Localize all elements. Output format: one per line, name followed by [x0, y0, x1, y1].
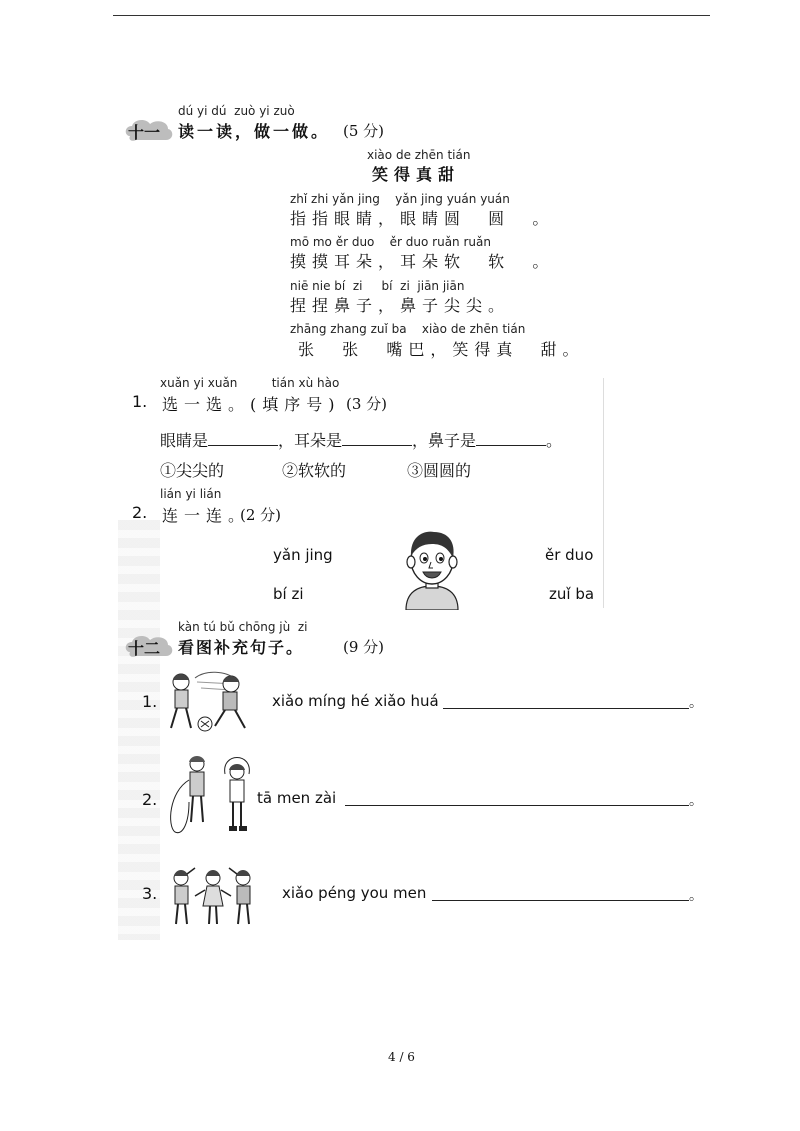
- q1-part-ears: ，耳朵是: [278, 431, 343, 450]
- q2-score: (2 分): [240, 506, 282, 524]
- item2-end: 。: [689, 793, 703, 809]
- section12-badge: [124, 632, 174, 662]
- q1-pinyin: xuǎn yi xuǎn tián xù hào: [160, 376, 340, 390]
- item2-answer-line[interactable]: [345, 791, 689, 806]
- page-number: 4 / 6: [388, 1050, 415, 1064]
- q1-part-eyes: 眼睛是: [160, 431, 209, 450]
- q2-word-nose[interactable]: bí zi: [273, 585, 304, 603]
- children-jumping-rope-illustration: [165, 752, 255, 842]
- q2-title: 连一连。: [162, 506, 251, 525]
- q1-number: 1.: [132, 392, 148, 411]
- poem-line-4-pinyin: zhāng zhang zuǐ ba xiào de zhēn tián: [290, 322, 526, 336]
- poem-line-3: 捏捏鼻子，鼻子尖尖。: [290, 296, 511, 315]
- q1-sentence: [160, 428, 562, 451]
- q1-title: 选一选。(填序号): [162, 395, 341, 414]
- item1-answer-line[interactable]: [443, 694, 689, 709]
- poem-line-2: 摸摸耳朵，耳朵软 软 。: [290, 252, 555, 271]
- poem-line-1: 指指眼睛，眼睛圆 圆 。: [290, 209, 555, 228]
- q2-word-ears[interactable]: ěr duo: [545, 546, 594, 564]
- poem-line-4: 张 张 嘴巴，笑得真 甜。: [298, 340, 585, 359]
- q1-blank-nose[interactable]: [476, 431, 546, 446]
- item2-number: 2.: [142, 790, 158, 809]
- poem-title-pinyin: xiào de zhēn tián: [367, 148, 471, 162]
- poem-title: 笑得真甜: [372, 165, 461, 184]
- section12-score: (9 分): [343, 638, 385, 656]
- item3-answer-line[interactable]: [432, 886, 689, 901]
- children-exercising-illustration: [165, 866, 261, 932]
- item3-lead: xiǎo péng you men: [282, 884, 427, 902]
- section12-pinyin: kàn tú bǔ chōng jù zi: [178, 620, 308, 634]
- q1-option-3: ③圆圆的: [407, 461, 472, 480]
- item3-number: 3.: [142, 884, 158, 903]
- boy-face-illustration: [402, 526, 462, 614]
- q1-blank-eyes[interactable]: [208, 431, 278, 446]
- top-rule: [113, 15, 710, 16]
- q2-pinyin: lián yi lián: [160, 487, 222, 501]
- q1-part-nose: ，鼻子是: [412, 431, 477, 450]
- section11-badge: [124, 116, 174, 146]
- boys-playing-ball-illustration: [165, 668, 260, 740]
- q1-score: (3 分): [346, 395, 388, 413]
- section11-title: 读一读，做一做。: [178, 122, 331, 141]
- poem-line-1-pinyin: zhǐ zhi yǎn jing yǎn jing yuán yuán: [290, 192, 510, 206]
- section12-number: 十二: [128, 639, 161, 658]
- item3-end: 。: [689, 888, 703, 904]
- q2-word-mouth[interactable]: zuǐ ba: [549, 585, 595, 603]
- section11-number: 十一: [128, 123, 161, 142]
- q1-blank-ears[interactable]: [342, 431, 412, 446]
- item1-number: 1.: [142, 692, 158, 711]
- scan-bleed: [118, 520, 160, 940]
- item2-lead: tā men zài: [257, 789, 337, 807]
- section12-title: 看图补充句子。: [178, 638, 305, 657]
- q1-part-end: 。: [546, 431, 563, 450]
- poem-line-2-pinyin: mō mo ěr duo ěr duo ruǎn ruǎn: [290, 235, 491, 249]
- item1-end: 。: [689, 695, 703, 711]
- q1-option-1: ①尖尖的: [160, 461, 225, 480]
- column-edge: [603, 378, 604, 608]
- q2-word-eyes[interactable]: yǎn jing: [273, 546, 333, 564]
- section11-score: (5 分): [343, 122, 385, 140]
- section11-pinyin: dú yi dú zuò yi zuò: [178, 104, 295, 118]
- q2-number: 2.: [132, 503, 148, 522]
- q1-option-2: ②软软的: [282, 461, 347, 480]
- poem-line-3-pinyin: niē nie bí zi bí zi jiān jiān: [290, 279, 465, 293]
- item1-lead: xiǎo míng hé xiǎo huá: [272, 692, 439, 710]
